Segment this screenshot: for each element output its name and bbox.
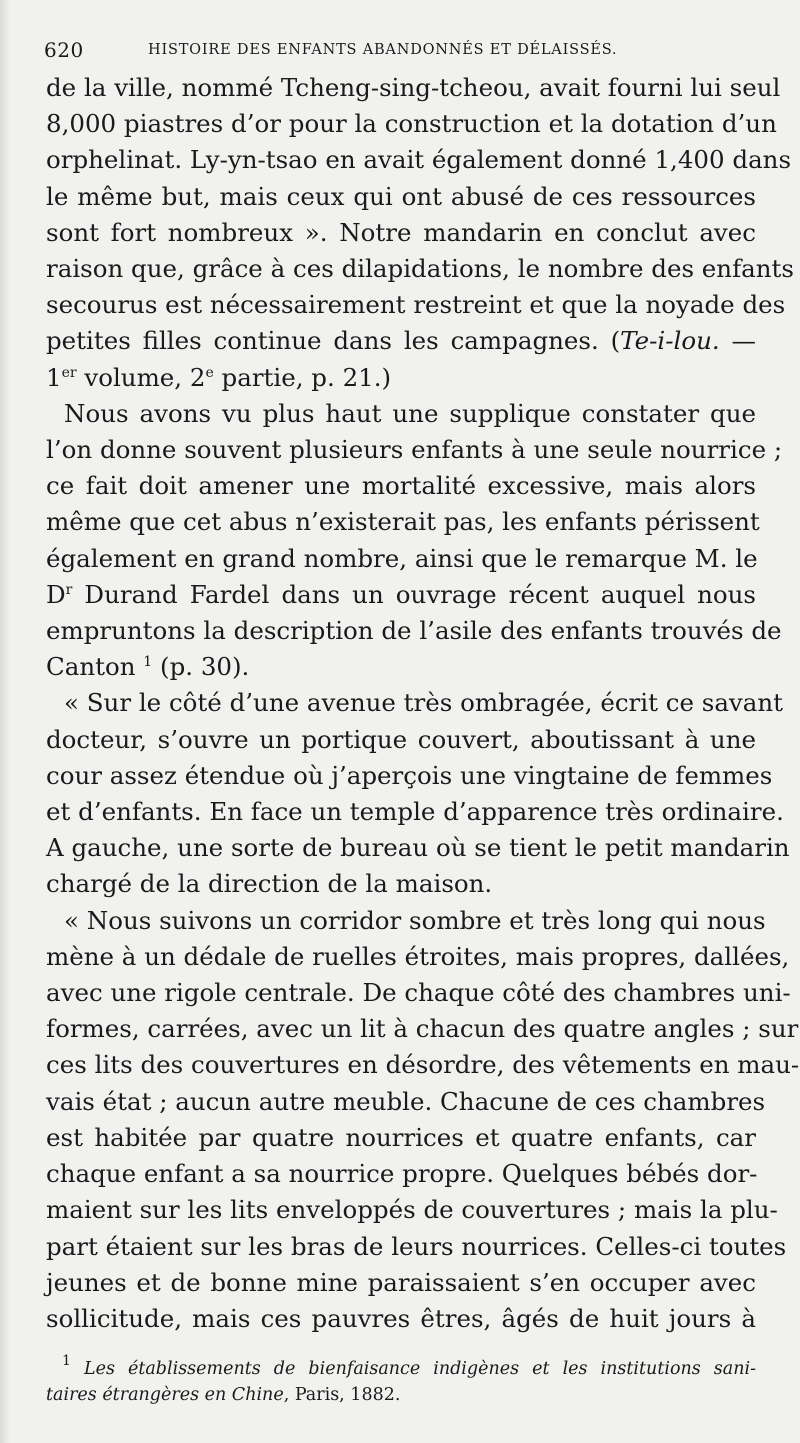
text-line: « Nous suivons un corridor sombre et très long qui nous (64, 905, 766, 935)
footnote-marker: 1 (143, 654, 153, 671)
text-line: avec une rigole centrale. De chaque côté des chambres uni- (46, 978, 791, 1008)
text-line: vais état ; aucun autre meuble. Chacune de ces chambres (46, 1086, 766, 1116)
footnote-marker: 1 (62, 1353, 71, 1369)
footnote-line (46, 1382, 756, 1408)
text-line: orphelinat. Ly-yn-tsao en avait également donné 1,400 dans (46, 145, 792, 175)
text-fragment: Canton (46, 652, 144, 682)
text-line: maient sur les lits enveloppés de couvertures ; mais la plu- (46, 1195, 778, 1225)
text-fragment: (p. 30). (152, 652, 250, 682)
footnote (46, 1353, 756, 1408)
text-line: mène à un dédale de ruelles étroites, mais propres, dallées, (46, 941, 790, 971)
text-line: formes, carrées, avec un lit à chacun des quatre angles ; sur (46, 1014, 799, 1044)
text-line: sollicitude, mais ces pauvres êtres, âgés de huit jours à (46, 1303, 756, 1333)
text-line: A gauche, une sorte de bureau où se tient le petit mandarin (46, 833, 790, 863)
text-line: docteur, s’ouvre un portique couvert, aboutissant à une (46, 724, 756, 754)
text-fragment: volume, 2 (76, 362, 206, 392)
superscript: er (61, 364, 77, 381)
text-fragment: 1 (46, 362, 62, 392)
footnote-text: , Paris, 1882. (283, 1385, 401, 1405)
text-line: l’on donne souvent plusieurs enfants à une seule nourrice ; (46, 435, 783, 465)
page-number: 620 (44, 38, 84, 62)
text-fragment: partie, p. 21.) (213, 362, 392, 392)
text-fragment: Durand Fardel dans un ouvrage récent auquel nous (72, 579, 756, 609)
citation-reference: Te-i-lou. (620, 326, 720, 356)
text-line: 8,000 piastres d’or pour la construction et la dotation d’un (46, 109, 777, 139)
body-text (46, 70, 800, 1337)
text-line (46, 577, 756, 613)
text-line: « Sur le côté d’une avenue très ombragée, écrit ce savant (64, 688, 783, 718)
text-line: secourus est nécessairement restreint et que la noyade des (46, 290, 786, 320)
page-header (44, 38, 756, 68)
text-line (46, 323, 756, 359)
footnote-line (46, 1353, 756, 1382)
text-line: chargé de la direction de la maison. (46, 869, 493, 899)
text-fragment: petites filles continue dans les campagnes. ( (46, 326, 621, 356)
text-line: le même but, mais ceux qui ont abusé de ces ressources (46, 181, 756, 211)
text-fragment: — (719, 326, 756, 356)
text-line: et d’enfants. En face un temple d’apparence très ordinaire. (46, 797, 784, 827)
text-line: raison que, grâce à ces dilapidations, le nombre des enfants (46, 254, 794, 284)
text-line (46, 360, 756, 396)
text-line: cour assez étendue où j’aperçois une vingtaine de femmes (46, 760, 773, 790)
text-line: part étaient sur les bras de leurs nourrices. Celles-ci toutes (46, 1231, 787, 1261)
superscript: e (205, 364, 214, 381)
text-line: Nous avons vu plus haut une supplique constater que (64, 398, 756, 428)
text-line: également en grand nombre, ainsi que le remarque M. le (46, 543, 758, 573)
text-line: est habitée par quatre nourrices et quatre enfants, car (46, 1122, 756, 1152)
footnote-title: Les établissements de bienfaisance indigènes et les institutions sani- (70, 1359, 756, 1379)
text-fragment: D (46, 579, 66, 609)
running-head: HISTOIRE DES ENFANTS ABANDONNÉS ET DÉLAISSÉS. (148, 42, 618, 58)
text-line: ces lits des couvertures en désordre, des vêtements en mau- (46, 1050, 800, 1080)
text-line: sont fort nombreux ». Notre mandarin en conclut avec (46, 217, 756, 247)
footnote-title: taires étrangères en Chine (46, 1385, 284, 1405)
text-line: empruntons la description de l’asile des enfants trouvés de (46, 616, 782, 646)
text-line: même que cet abus n’existerait pas, les enfants périssent (46, 507, 760, 537)
text-line: ce fait doit amener une mortalité excessive, mais alors (46, 471, 756, 501)
text-line: de la ville, nommé Tcheng-sing-tcheou, avait fourni lui seul (46, 73, 781, 102)
text-line (46, 649, 756, 685)
text-line: chaque enfant a sa nourrice propre. Quelques bébés dor- (46, 1159, 758, 1189)
text-line: jeunes et de bonne mine paraissaient s’en occuper avec (46, 1267, 756, 1297)
superscript: r (65, 581, 73, 598)
